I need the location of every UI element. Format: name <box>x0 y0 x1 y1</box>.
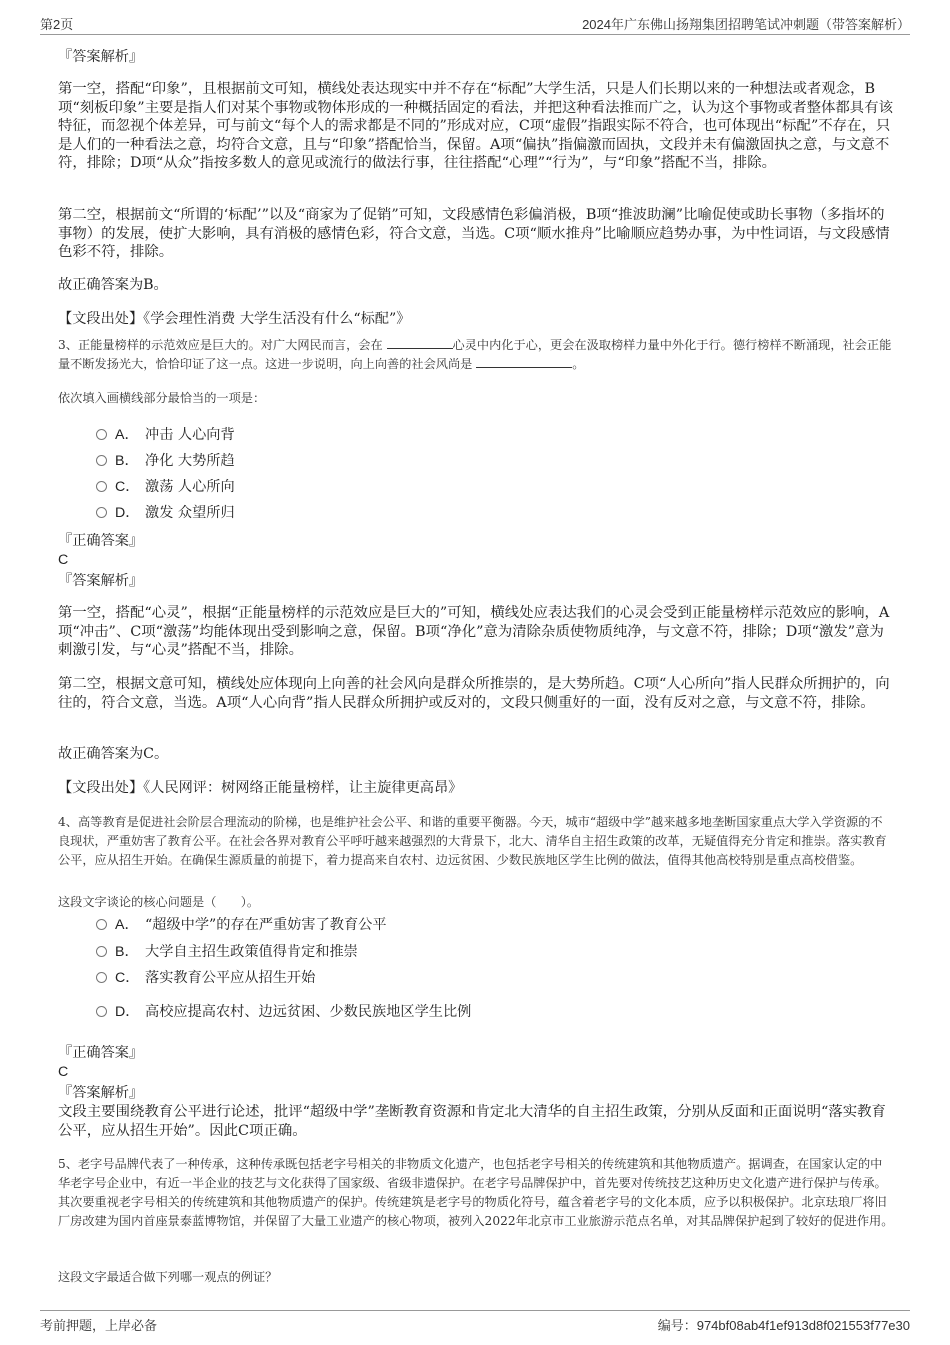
q3-source: 【文段出处】《人民网评：树网络正能量榜样，让主旋律更高昂》 <box>58 780 463 796</box>
q2-analysis-para2: 第二空，根据前文“所谓的‘标配’”以及“商家为了促销”可知，文段感情色彩偏消极，B项“推波助澜”比喻促使或助长事物（多指坏的事物）的发展，使扩大影响，具有消极的感情色彩，符合文意，当选。C项“顺水推舟”比喻顺应趋势办事，为中性词语，与文段感情色彩不符，排除。 <box>58 207 890 260</box>
q4-prompt: 这段文字谈论的核心问题是（ ）。 <box>58 895 260 909</box>
radio-icon[interactable] <box>96 1006 107 1017</box>
q4-option-b[interactable]: B． 大学自主招生政策值得肯定和推崇 <box>96 942 358 962</box>
radio-icon[interactable] <box>96 946 107 957</box>
q3-prompt: 依次填入画横线部分最恰当的一项是： <box>58 391 266 405</box>
q4-analysis-heading: 『答案解析』 <box>58 1085 144 1101</box>
q2-analysis-heading: 『答案解析』 <box>58 49 144 65</box>
q4-option-d[interactable]: D． 高校应提高农村、边远贫困、少数民族地区学生比例 <box>96 1002 471 1022</box>
q3-option-a[interactable]: A． 冲击 人心向背 <box>96 425 235 445</box>
q4-analysis: 文段主要围绕教育公平进行论述，批评“超级中学”垄断教育资源和肯定北大清华的自主招生政策，分别从反面和正面说明“落实教育公平，应从招生开始”。因此C项正确。 <box>58 1104 886 1139</box>
q2-source: 【文段出处】《学会理性消费 大学生活没有什么“标配”》 <box>58 311 411 327</box>
footer-serial: 编号：974bf08ab4f1ef913d8f021553f77e30 <box>657 1318 910 1333</box>
q4-answer-heading: 『正确答案』 <box>58 1045 144 1061</box>
q3-blank-2 <box>476 355 572 368</box>
page-footer <box>40 1310 910 1335</box>
q4-option-c[interactable]: C． 落实教育公平应从招生开始 <box>96 968 315 988</box>
footer-slogan: 考前押题，上岸必备 <box>40 1318 158 1333</box>
radio-icon[interactable] <box>96 507 107 518</box>
radio-icon[interactable] <box>96 429 107 440</box>
q5-stem: 5、老字号品牌代表了一种传承，这种传承既包括老字号相关的非物质文化遗产，也包括老字号相关的传统建筑和其他物质遗产。据调查，在国家认定的中华老字号企业中，有近一半企业的技艺与文化获得了国家级、省级非遗保护。在老字号品牌保护中，首先要对传统技艺这种历史文化遗产进行保护与传承。其次要重视老字号相关的传统建筑和其他物质遗产的保护。传统建筑是老字号的物质化符号，蕴含着老字号的文化本质，应予以积极保护。北京珐琅厂将旧厂房改建为国内首座景泰蓝博物馆，并保留了大量工业遗产的核心物项，被列入2022年北京市工业旅游示范点名单，对其品牌保护起到了较好的促进作用。 <box>58 1157 894 1228</box>
page-number: 第2页 <box>40 17 74 32</box>
q3-answer: C <box>58 552 69 568</box>
radio-icon[interactable] <box>96 481 107 492</box>
q3-analysis-heading: 『答案解析』 <box>58 573 144 589</box>
q3-option-d[interactable]: D． 激发 众望所归 <box>96 503 235 523</box>
q3-answer-heading: 『正确答案』 <box>58 533 144 549</box>
q4-answer: C <box>58 1064 69 1080</box>
q2-analysis-para1: 第一空，搭配“印象”，且根据前文可知，横线处表达现实中并不存在“标配”大学生活，只是人们长期以来的一种想法或者观念，B项“刻板印象”主要是指人们对某个事物或物体形成的一种概括固定的看法，并把这种看法推而广之，认为这个事物或者整体都具有该特征，而忽视个体差异，可与前文“每个人的需求都是不同的”形成对应，C项“虚假”指跟实际不符合，也可体现出“标配”不存在，只是人们的一种看法之意，均符合文意，且与“印象”搭配恰当，保留。A项“偏执”指偏激而固执，文段并未有偏激固执之意，与文意不符，排除；D项“从众”指按多数人的意见或流行的做法行事，往往搭配“心理”“行为”，与“印象”搭配不当，排除。 <box>58 81 893 171</box>
q3-blank-1 <box>387 336 453 349</box>
q5-prompt: 这段文字最适合做下列哪一观点的例证？ <box>58 1270 278 1284</box>
radio-icon[interactable] <box>96 919 107 930</box>
radio-icon[interactable] <box>96 455 107 466</box>
q4-option-a[interactable]: A． “超级中学”的存在严重妨害了教育公平 <box>96 915 387 935</box>
q3-option-b[interactable]: B． 净化 大势所趋 <box>96 451 235 471</box>
q4-stem: 4、高等教育是促进社会阶层合理流动的阶梯，也是维护社会公平、和谐的重要平衡器。今天，城市“超级中学”越来越多地垄断国家重点大学入学资源的不良现状，严重妨害了教育公平。在社会各界对教育公平呼吁越来越强烈的大背景下，北大、清华自主招生政策的改革，无疑值得充分肯定和推崇。落实教育公平，应从招生开始。在确保生源质量的前提下，着力提高来自农村、边远贫困、少数民族地区学生比例的做法，值得其他高校特别是重点高校借鉴。 <box>58 815 887 867</box>
q3-conclusion: 故正确答案为C。 <box>58 746 169 762</box>
page-header <box>40 12 910 35</box>
q2-conclusion: 故正确答案为B。 <box>58 277 168 293</box>
q3-stem: 3、正能量榜样的示范效应是巨大的。对广大网民而言，会在 心灵中内化于心，更会在汲取榜样力量中外化于行。德行榜样不断涌现，社会正能量不断发扬光大，恰恰印证了这一点。这进一步说明，向上向善的社会风尚是 。 <box>58 338 892 371</box>
q3-analysis-para2: 第二空，根据文意可知，横线处应体现向上向善的社会风向是群众所推崇的，是大势所趋。C项“人心所向”指人民群众所拥护的，向往的，符合文意，当选。A项“人心向背”指人民群众所拥护或反对的，文段只侧重好的一面，没有反对之意，与文意不符，排除。 <box>58 676 890 711</box>
q3-option-c[interactable]: C． 激荡 人心所向 <box>96 477 235 497</box>
q3-analysis-para1: 第一空，搭配“心灵”，根据“正能量榜样的示范效应是巨大的”可知，横线处应表达我们的心灵会受到正能量榜样示范效应的影响，A项“冲击”、C项“激荡”均能体现出受到影响之意，保留。B项“净化”意为清除杂质使物质纯净，与文意不符，排除；D项“激发”意为刺激引发，与“心灵”搭配不当，排除。 <box>58 605 890 658</box>
radio-icon[interactable] <box>96 972 107 983</box>
document-title: 2024年广东佛山扬翔集团招聘笔试冲刺题（带答案解析） <box>582 17 910 32</box>
